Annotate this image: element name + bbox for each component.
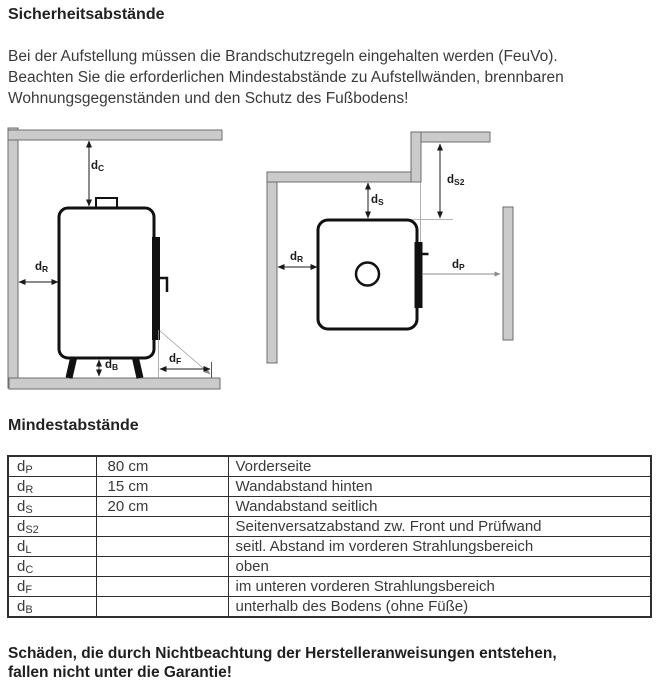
top-view-rear-wall bbox=[267, 172, 420, 182]
dim-label-ds: dS bbox=[371, 194, 384, 207]
intro-line: Wohnungsgegenständen und den Schutz des Fußbodens! bbox=[8, 90, 409, 107]
symbol-cell: dP bbox=[8, 456, 96, 477]
value-cell bbox=[96, 517, 228, 537]
dim-label-dr2: dR bbox=[290, 251, 304, 264]
table-row bbox=[8, 456, 651, 477]
table-row bbox=[8, 517, 651, 537]
warranty-warning bbox=[8, 644, 557, 680]
intro-line: Bei der Aufstellung müssen die Brandschutzregeln eingehalten werden (FeuVo). bbox=[8, 48, 558, 65]
dim-label-dr: dR bbox=[35, 261, 49, 274]
dim-label-df: dF bbox=[169, 353, 182, 366]
value-cell: 80 cm bbox=[96, 456, 228, 477]
side-view-stove-door bbox=[152, 237, 160, 340]
table-row bbox=[8, 557, 651, 577]
top-view-offset-wall-connector bbox=[411, 132, 421, 182]
description-cell: unterhalb des Bodens (ohne Füße) bbox=[228, 597, 651, 618]
top-view-stove-door bbox=[415, 242, 423, 308]
table-row bbox=[8, 537, 651, 557]
description-cell: Seitenversatzabstand zw. Front und Prüfwand bbox=[228, 517, 651, 537]
symbol-cell: dB bbox=[8, 597, 96, 618]
description-cell: Wandabstand seitlich bbox=[228, 497, 651, 517]
page-title: Sicherheitsabstände bbox=[8, 6, 165, 23]
warning-line: Schäden, die durch Nichtbeachtung der Herstelleranweisungen entstehen, bbox=[8, 645, 557, 662]
dim-label-dp: dP bbox=[452, 259, 465, 272]
symbol-cell: dR bbox=[8, 477, 96, 497]
table-heading: Mindestabstände bbox=[8, 417, 139, 434]
value-cell bbox=[96, 557, 228, 577]
top-view-side-wall bbox=[267, 172, 277, 363]
symbol-cell: dS2 bbox=[8, 517, 96, 537]
symbol-cell: dC bbox=[8, 557, 96, 577]
warning-line: fallen nicht unter die Garantie! bbox=[8, 664, 232, 680]
table-row bbox=[8, 497, 651, 517]
radiation-guide-diagonal bbox=[160, 331, 210, 374]
top-view-flue-circle bbox=[356, 263, 379, 286]
side-view-ceiling bbox=[8, 130, 222, 140]
description-cell: seitl. Abstand im vorderen Strahlungsbereich bbox=[228, 537, 651, 557]
table-row bbox=[8, 577, 651, 597]
symbol-cell: dF bbox=[8, 577, 96, 597]
description-cell: oben bbox=[228, 557, 651, 577]
table-row bbox=[8, 477, 651, 497]
symbol-cell: dL bbox=[8, 537, 96, 557]
top-view-offset-wall bbox=[411, 132, 490, 142]
side-view-door-handle bbox=[160, 278, 167, 292]
intro-line: Beachten Sie die erforderlichen Mindestabstände zu Aufstellwänden, brennbaren bbox=[8, 69, 564, 86]
safety-distance-diagrams bbox=[0, 120, 669, 412]
value-cell bbox=[96, 597, 228, 618]
symbol-cell: dS bbox=[8, 497, 96, 517]
value-cell bbox=[96, 537, 228, 557]
description-cell: Vorderseite bbox=[228, 456, 651, 477]
dim-label-dc: dC bbox=[91, 160, 105, 173]
side-view-diagram bbox=[8, 128, 222, 389]
description-cell: Wandabstand hinten bbox=[228, 477, 651, 497]
table-row bbox=[8, 597, 651, 618]
side-view-stove-body bbox=[59, 208, 154, 358]
top-view-test-wall bbox=[503, 207, 513, 340]
top-view-diagram bbox=[267, 132, 513, 363]
description-cell: im unteren vorderen Strahlungsbereich bbox=[228, 577, 651, 597]
dim-label-ds2: dS2 bbox=[447, 174, 465, 187]
intro-paragraph bbox=[8, 46, 564, 109]
side-view-floor bbox=[9, 378, 220, 389]
value-cell bbox=[96, 577, 228, 597]
side-view-rear-wall bbox=[8, 128, 18, 388]
min-distances-table bbox=[7, 455, 652, 618]
value-cell: 20 cm bbox=[96, 497, 228, 517]
value-cell: 15 cm bbox=[96, 477, 228, 497]
dim-label-db: dB bbox=[105, 359, 119, 372]
